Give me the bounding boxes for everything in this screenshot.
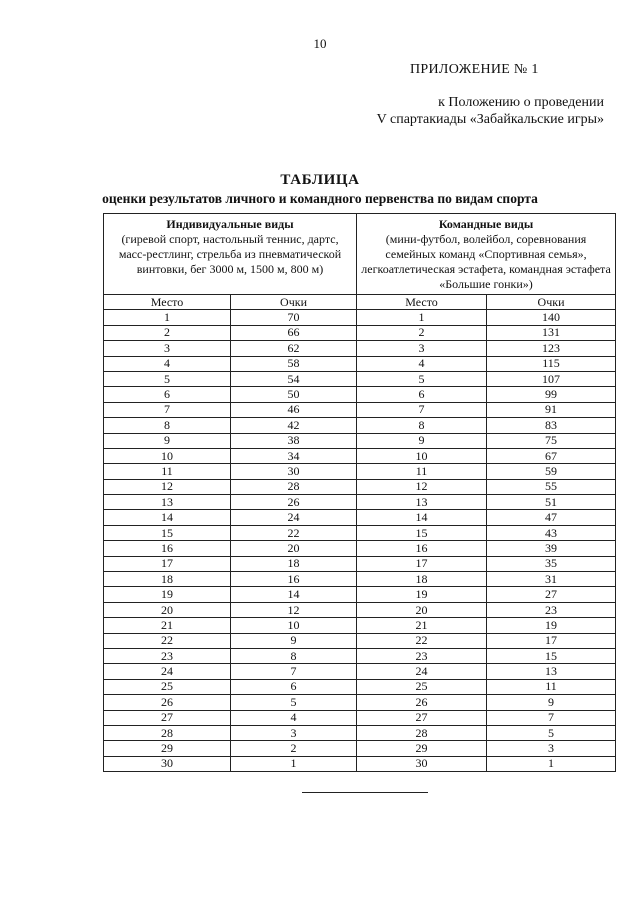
individual-place-cell: 21 <box>104 618 231 633</box>
table-row <box>104 556 616 571</box>
team-place-cell: 22 <box>357 633 487 648</box>
individual-points-cell: 42 <box>231 418 357 433</box>
score-table <box>103 213 616 772</box>
individual-place-cell: 12 <box>104 479 231 494</box>
team-points-cell: 99 <box>487 387 616 402</box>
group-header-row <box>104 214 616 295</box>
team-points-cell: 131 <box>487 325 616 340</box>
individual-points-cell: 34 <box>231 448 357 463</box>
table-row <box>104 741 616 756</box>
team-place-cell: 11 <box>357 464 487 479</box>
team-place-cell: 20 <box>357 602 487 617</box>
team-place-cell: 4 <box>357 356 487 371</box>
team-place-cell: 14 <box>357 510 487 525</box>
individual-place-cell: 10 <box>104 448 231 463</box>
individual-points-cell: 3 <box>231 725 357 740</box>
individual-points-cell: 28 <box>231 479 357 494</box>
individual-points-header: Очки <box>231 295 357 310</box>
table-row <box>104 402 616 417</box>
page-number: 10 <box>313 36 327 51</box>
team-points-cell: 5 <box>487 725 616 740</box>
individual-points-cell: 8 <box>231 648 357 663</box>
table-row <box>104 695 616 710</box>
team-place-cell: 26 <box>357 695 487 710</box>
table-row <box>104 664 616 679</box>
team-place-cell: 8 <box>357 418 487 433</box>
individual-place-cell: 11 <box>104 464 231 479</box>
individual-place-cell: 9 <box>104 433 231 448</box>
individual-points-cell: 20 <box>231 541 357 556</box>
individual-place-cell: 5 <box>104 371 231 386</box>
individual-place-cell: 19 <box>104 587 231 602</box>
table-row <box>104 602 616 617</box>
table-row <box>104 679 616 694</box>
team-place-cell: 29 <box>357 741 487 756</box>
team-place-cell: 27 <box>357 710 487 725</box>
table-row <box>104 387 616 402</box>
appendix-ref-line-1: к Положению о проведении <box>438 95 604 110</box>
table-row <box>104 525 616 540</box>
team-group-title: Командные виды <box>438 217 534 231</box>
team-place-cell: 17 <box>357 556 487 571</box>
individual-place-cell: 24 <box>104 664 231 679</box>
table-row <box>104 464 616 479</box>
table-row <box>104 495 616 510</box>
team-place-cell: 2 <box>357 325 487 340</box>
individual-points-cell: 7 <box>231 664 357 679</box>
individual-points-cell: 14 <box>231 587 357 602</box>
individual-group-description: (гиревой спорт, настольный теннис, дартс, масс-рестлинг, стрельба из пневматической винтовки, бег 3000 м, 1500 м, 800 м) <box>118 232 342 276</box>
individual-place-cell: 18 <box>104 572 231 587</box>
table-row <box>104 325 616 340</box>
team-points-cell: 7 <box>487 710 616 725</box>
team-place-header: Место <box>357 295 487 310</box>
team-points-cell: 51 <box>487 495 616 510</box>
table-row <box>104 448 616 463</box>
appendix-title: ПРИЛОЖЕНИЕ № 1 <box>410 62 539 77</box>
table-row <box>104 433 616 448</box>
individual-points-cell: 16 <box>231 572 357 587</box>
individual-points-cell: 70 <box>231 310 357 325</box>
individual-place-cell: 6 <box>104 387 231 402</box>
team-points-cell: 13 <box>487 664 616 679</box>
individual-place-cell: 28 <box>104 725 231 740</box>
individual-place-cell: 25 <box>104 679 231 694</box>
individual-place-cell: 15 <box>104 525 231 540</box>
individual-place-cell: 17 <box>104 556 231 571</box>
team-place-cell: 25 <box>357 679 487 694</box>
individual-place-cell: 30 <box>104 756 231 771</box>
team-place-cell: 16 <box>357 541 487 556</box>
individual-points-cell: 12 <box>231 602 357 617</box>
individual-place-cell: 13 <box>104 495 231 510</box>
appendix-reference <box>377 94 604 128</box>
individual-place-cell: 1 <box>104 310 231 325</box>
team-points-cell: 83 <box>487 418 616 433</box>
individual-points-cell: 5 <box>231 695 357 710</box>
team-points-cell: 27 <box>487 587 616 602</box>
individual-place-cell: 16 <box>104 541 231 556</box>
table-row <box>104 710 616 725</box>
team-place-cell: 24 <box>357 664 487 679</box>
individual-points-cell: 58 <box>231 356 357 371</box>
table-row <box>104 510 616 525</box>
individual-points-cell: 50 <box>231 387 357 402</box>
table-row <box>104 418 616 433</box>
team-place-cell: 18 <box>357 572 487 587</box>
table-row <box>104 356 616 371</box>
team-points-cell: 43 <box>487 525 616 540</box>
team-place-cell: 10 <box>357 448 487 463</box>
table-row <box>104 587 616 602</box>
score-table-body <box>104 214 616 772</box>
individual-place-cell: 22 <box>104 633 231 648</box>
footer-divider <box>302 792 428 793</box>
table-row <box>104 633 616 648</box>
table-row <box>104 725 616 740</box>
team-points-cell: 11 <box>487 679 616 694</box>
team-points-cell: 15 <box>487 648 616 663</box>
team-points-cell: 23 <box>487 602 616 617</box>
individual-points-cell: 1 <box>231 756 357 771</box>
team-points-cell: 39 <box>487 541 616 556</box>
individual-place-cell: 4 <box>104 356 231 371</box>
team-points-cell: 107 <box>487 371 616 386</box>
team-place-cell: 12 <box>357 479 487 494</box>
team-points-cell: 19 <box>487 618 616 633</box>
individual-place-cell: 3 <box>104 341 231 356</box>
team-place-cell: 21 <box>357 618 487 633</box>
team-points-cell: 115 <box>487 356 616 371</box>
individual-place-cell: 8 <box>104 418 231 433</box>
appendix-ref-line-2: V спартакиады «Забайкальские игры» <box>376 112 604 127</box>
individual-place-header: Место <box>104 295 231 310</box>
column-header-row <box>104 295 616 310</box>
individual-group-header <box>104 214 357 295</box>
team-place-cell: 30 <box>357 756 487 771</box>
individual-place-cell: 7 <box>104 402 231 417</box>
individual-points-cell: 66 <box>231 325 357 340</box>
individual-place-cell: 26 <box>104 695 231 710</box>
individual-place-cell: 20 <box>104 602 231 617</box>
individual-points-cell: 9 <box>231 633 357 648</box>
table-row <box>104 341 616 356</box>
team-place-cell: 19 <box>357 587 487 602</box>
table-row <box>104 310 616 325</box>
team-group-description: (мини-футбол, волейбол, соревнования семейных команд «Спортивная семья», легкоатлетическая эстафета, командная эстафета «Большие гонки») <box>361 232 611 291</box>
table-row <box>104 371 616 386</box>
table-row <box>104 541 616 556</box>
individual-place-cell: 23 <box>104 648 231 663</box>
individual-points-cell: 38 <box>231 433 357 448</box>
team-points-cell: 75 <box>487 433 616 448</box>
team-points-cell: 47 <box>487 510 616 525</box>
individual-points-cell: 30 <box>231 464 357 479</box>
document-subtitle: оценки результатов личного и командного первенства по видам спорта <box>102 191 538 206</box>
individual-points-cell: 26 <box>231 495 357 510</box>
individual-points-cell: 4 <box>231 710 357 725</box>
document-title: ТАБЛИЦА <box>280 172 360 188</box>
team-points-cell: 3 <box>487 741 616 756</box>
team-points-cell: 140 <box>487 310 616 325</box>
team-place-cell: 6 <box>357 387 487 402</box>
team-points-cell: 67 <box>487 448 616 463</box>
team-points-cell: 1 <box>487 756 616 771</box>
individual-points-cell: 54 <box>231 371 357 386</box>
team-place-cell: 23 <box>357 648 487 663</box>
individual-points-cell: 24 <box>231 510 357 525</box>
individual-place-cell: 14 <box>104 510 231 525</box>
team-group-header <box>357 214 616 295</box>
individual-place-cell: 27 <box>104 710 231 725</box>
table-row <box>104 572 616 587</box>
team-place-cell: 28 <box>357 725 487 740</box>
individual-points-cell: 10 <box>231 618 357 633</box>
team-points-cell: 91 <box>487 402 616 417</box>
individual-place-cell: 2 <box>104 325 231 340</box>
team-points-cell: 17 <box>487 633 616 648</box>
team-points-cell: 9 <box>487 695 616 710</box>
team-place-cell: 15 <box>357 525 487 540</box>
individual-points-cell: 46 <box>231 402 357 417</box>
team-place-cell: 5 <box>357 371 487 386</box>
table-row <box>104 618 616 633</box>
team-points-cell: 31 <box>487 572 616 587</box>
table-row <box>104 648 616 663</box>
table-row <box>104 756 616 771</box>
table-row <box>104 479 616 494</box>
team-points-cell: 55 <box>487 479 616 494</box>
individual-points-cell: 18 <box>231 556 357 571</box>
team-place-cell: 9 <box>357 433 487 448</box>
team-place-cell: 3 <box>357 341 487 356</box>
team-points-header: Очки <box>487 295 616 310</box>
team-place-cell: 1 <box>357 310 487 325</box>
individual-place-cell: 29 <box>104 741 231 756</box>
team-points-cell: 59 <box>487 464 616 479</box>
team-points-cell: 123 <box>487 341 616 356</box>
team-points-cell: 35 <box>487 556 616 571</box>
individual-points-cell: 22 <box>231 525 357 540</box>
individual-points-cell: 6 <box>231 679 357 694</box>
team-place-cell: 13 <box>357 495 487 510</box>
team-place-cell: 7 <box>357 402 487 417</box>
individual-group-title: Индивидуальные виды <box>166 217 294 231</box>
individual-points-cell: 62 <box>231 341 357 356</box>
individual-points-cell: 2 <box>231 741 357 756</box>
